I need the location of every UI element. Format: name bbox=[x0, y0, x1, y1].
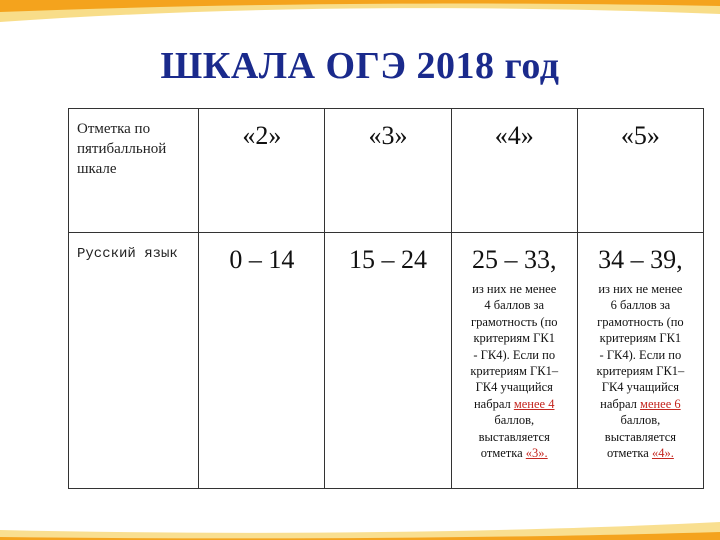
range-3: 15 – 24 bbox=[349, 245, 428, 274]
range-cell bbox=[577, 233, 703, 489]
note-line: баллов, bbox=[620, 413, 661, 428]
note-line bbox=[456, 396, 573, 412]
note-line bbox=[582, 396, 699, 412]
grade-3: «3» bbox=[368, 121, 408, 150]
range-cell bbox=[325, 233, 451, 489]
note-line: ГК4 учащийся bbox=[475, 380, 553, 395]
subject-label: Русский язык bbox=[77, 246, 178, 262]
table-header-row bbox=[69, 109, 704, 233]
note-mark: «3». bbox=[525, 446, 548, 461]
table-row-russian bbox=[69, 233, 704, 489]
note-line bbox=[456, 445, 573, 461]
note-line: ГК4 учащийся bbox=[601, 380, 680, 395]
note-line: баллов, bbox=[494, 413, 535, 428]
note-line: выставляется bbox=[604, 429, 676, 444]
note-text: набрал bbox=[600, 396, 641, 411]
note-text: набрал bbox=[473, 396, 514, 411]
note-line: из них не менее bbox=[598, 282, 683, 296]
note-line: 6 баллов за bbox=[610, 298, 671, 313]
note-line: из них не менее bbox=[472, 282, 557, 296]
range-5: 34 – 39, bbox=[598, 245, 683, 274]
grade-4: «4» bbox=[494, 121, 534, 150]
note-line bbox=[582, 445, 699, 461]
note-line: критериям ГК1 bbox=[473, 331, 555, 346]
note-text: отметка bbox=[480, 446, 526, 461]
note-mark: «4». bbox=[651, 446, 674, 461]
note-text: отметка bbox=[606, 446, 652, 461]
header-label-cell bbox=[69, 109, 199, 233]
note-highlight: менее 6 bbox=[640, 396, 681, 411]
range-2: 0 – 14 bbox=[229, 245, 295, 274]
note-line: - ГК4). Если по bbox=[473, 347, 556, 362]
range-cell bbox=[451, 233, 577, 489]
note-line: грамотность (по bbox=[470, 314, 558, 329]
note-line: выставляется bbox=[478, 429, 550, 444]
note-grade-4 bbox=[452, 275, 577, 461]
grade-cell bbox=[199, 109, 325, 233]
note-line: грамотность (по bbox=[597, 314, 684, 329]
subject-cell bbox=[69, 233, 199, 489]
page-title: ШКАЛА ОГЭ 2018 год bbox=[160, 45, 560, 87]
note-line: критериям ГК1– bbox=[596, 364, 685, 379]
grade-cell bbox=[325, 109, 451, 233]
grade-cell bbox=[577, 109, 703, 233]
note-line: критериям ГК1 bbox=[599, 331, 682, 346]
grade-2: «2» bbox=[242, 121, 282, 150]
grade-cell bbox=[451, 109, 577, 233]
note-grade-5 bbox=[578, 275, 703, 461]
header-label: Отметка по пятибалльной шкале bbox=[77, 121, 167, 177]
note-highlight: менее 4 bbox=[513, 396, 555, 411]
range-4: 25 – 33, bbox=[471, 245, 557, 274]
note-line: 4 баллов за bbox=[484, 298, 545, 313]
note-line: - ГК4). Если по bbox=[599, 347, 682, 362]
grade-5: «5» bbox=[620, 121, 660, 150]
note-line: критериям ГК1– bbox=[470, 364, 559, 379]
range-cell bbox=[199, 233, 325, 489]
grading-scale-table bbox=[68, 108, 704, 489]
